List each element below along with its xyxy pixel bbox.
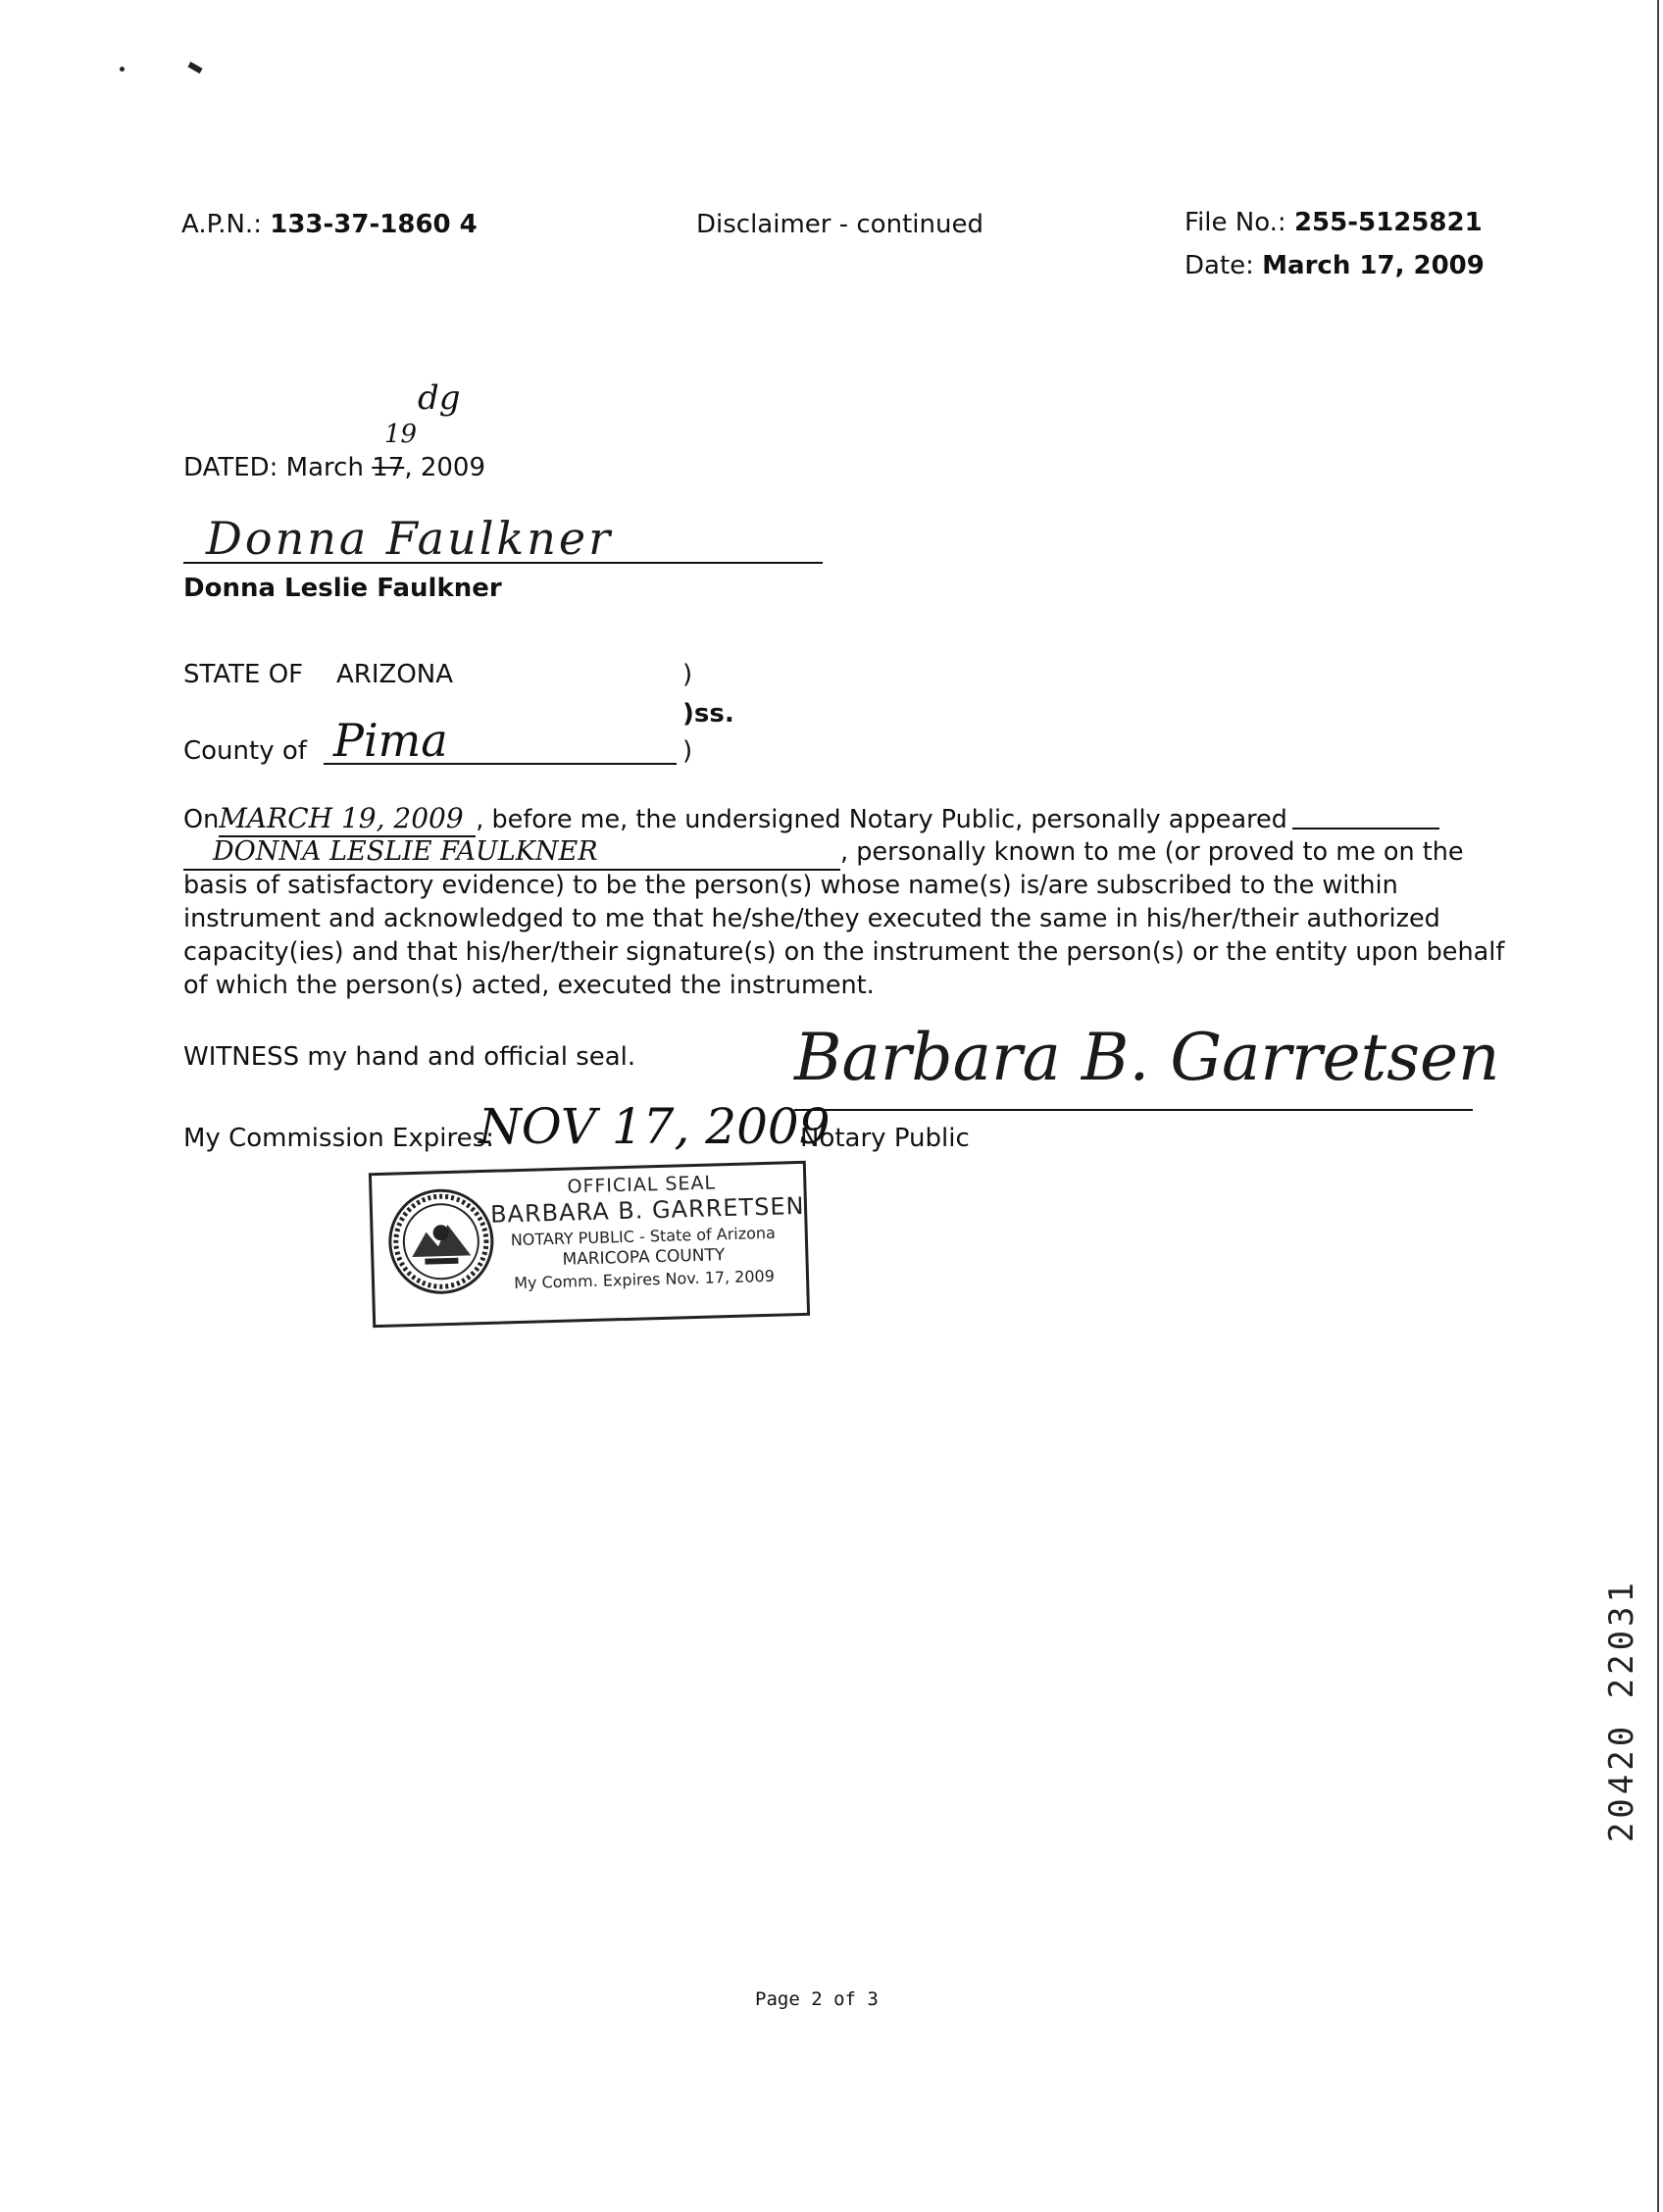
seal-line-5: My Comm. Expires Nov. 17, 2009: [513, 1266, 776, 1293]
signer-printed-name: Donna Leslie Faulkner: [183, 574, 502, 603]
date-value: March 17, 2009: [1262, 251, 1485, 280]
signature-line: [183, 562, 823, 564]
apn-label: A.P.N.:: [181, 210, 262, 239]
notary-signature: Barbara B. Garretsen: [794, 1020, 1500, 1095]
scan-edge-line: [1657, 0, 1659, 2212]
scan-mark: [120, 67, 125, 72]
ack-line-5: capacity(ies) and that his/her/their signature(s) on the instrument the person(s) or the entity upon behalf: [183, 937, 1505, 967]
county-handwritten: Pima: [333, 714, 448, 767]
notary-public-label: Notary Public: [800, 1124, 970, 1153]
apn-row: [181, 210, 478, 239]
recording-stamp-number: 20420 22031: [1602, 1579, 1641, 1843]
ack-line-3: basis of satisfactory evidence) to be the person(s) whose name(s) is/are subscribed to the within: [183, 871, 1398, 900]
struck-day: 17: [372, 453, 405, 482]
dated-year: , 2009: [404, 453, 486, 482]
venue-paren-1: ): [682, 660, 693, 689]
commission-handwritten: NOV 17, 2009: [479, 1098, 831, 1155]
on-label: On: [183, 805, 220, 834]
state-value: ARIZONA: [336, 660, 454, 689]
date-label: Date:: [1184, 251, 1254, 280]
ack-name-handwritten: DONNA LESLIE FAULKNER: [183, 835, 840, 871]
handwritten-day: 19: [384, 420, 418, 449]
header-date-row: [1184, 251, 1485, 280]
county-label: County of: [183, 736, 307, 766]
page-number: Page 2 of 3: [755, 1988, 879, 2010]
ack-date-handwritten: MARCH 19, 2009: [219, 802, 476, 837]
document-title: Disclaimer - continued: [696, 210, 983, 239]
dated-line: [183, 453, 485, 482]
file-number-row: [1184, 208, 1483, 237]
ack-line-2: [183, 835, 1464, 871]
ack-line-6: of which the person(s) acted, executed the instrument.: [183, 971, 875, 1000]
ss-label: )ss.: [682, 699, 734, 729]
official-seal-stamp: [369, 1161, 810, 1328]
ack-line-2-text: , personally known to me (or proved to me on the: [840, 837, 1464, 867]
witness-text: WITNESS my hand and official seal.: [183, 1042, 636, 1072]
county-line: [324, 763, 677, 765]
seal-line-1: OFFICIAL SEAL: [567, 1172, 717, 1198]
venue-paren-2: ): [682, 736, 693, 766]
ack-line-1: [183, 802, 1287, 837]
state-label: STATE OF: [183, 660, 304, 689]
seal-line-3: NOTARY PUBLIC - State of Arizona: [510, 1223, 777, 1250]
appeared-blank-line: [1292, 828, 1439, 830]
apn-value: 133-37-1860 4: [270, 210, 478, 239]
seal-line-4: MARICOPA COUNTY: [562, 1245, 726, 1270]
ack-line-4: instrument and acknowledged to me that he/she/they executed the same in his/her/their authorized: [183, 904, 1440, 933]
scan-mark: [187, 62, 202, 74]
dated-label: DATED: March: [183, 453, 364, 482]
notary-signature-line: [794, 1109, 1473, 1111]
handwritten-initials: dg: [418, 378, 461, 418]
commission-label: My Commission Expires:: [183, 1124, 494, 1153]
file-value: 255-5125821: [1293, 208, 1483, 237]
arizona-seal-emblem-icon: [385, 1186, 496, 1297]
ack-line-1-text: , before me, the undersigned Notary Public, personally appeared: [476, 805, 1287, 834]
file-label: File No.:: [1184, 208, 1286, 237]
signer-signature: Donna Faulkner: [206, 512, 614, 565]
seal-line-2: BARBARA B. GARRETSEN: [489, 1191, 805, 1229]
